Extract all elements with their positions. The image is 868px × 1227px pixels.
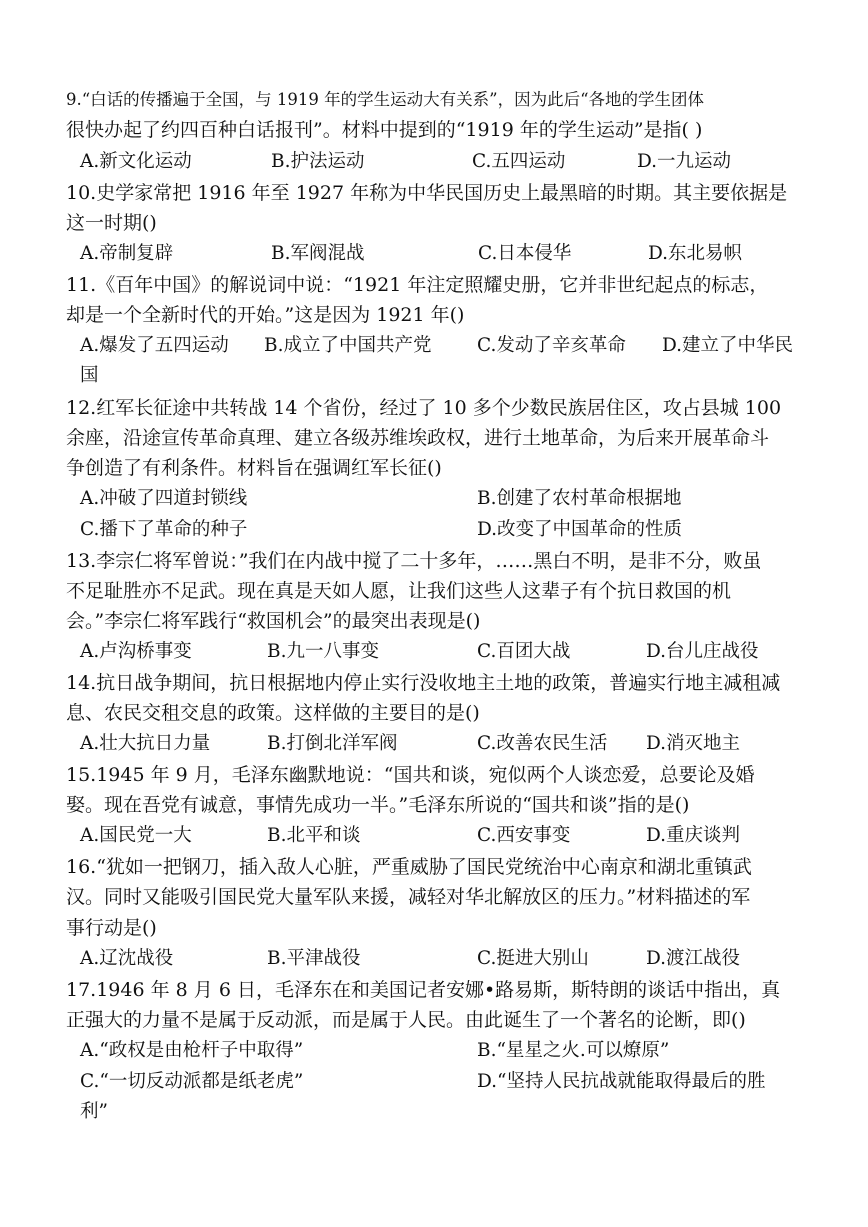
question-16-option-b: B.平津战役 <box>267 948 361 969</box>
question-14-stem-line-1: 14.抗日战争期间，抗日根据地内停止实行没收地主土地的政策，普遍实行地主减租减 <box>66 672 781 694</box>
question-11-option-a: A.爆发了五四运动 <box>80 335 229 356</box>
question-15-stem-line-2: 娶。现在吾党有诚意，事情先成功一半。”毛泽东所说的“国共和谈”指的是() <box>66 794 690 816</box>
question-11-stem-line-2: 却是一个全新时代的开始。”这是因为 1921 年() <box>66 304 465 326</box>
question-17-stem-line-2: 正强大的力量不是属于反动派，而是属于人民。由此诞生了一个著名的论断，即() <box>66 1009 746 1031</box>
question-9-stem-line-2: 很快办起了约四百种白话报刊”。材料中提到的“1919 年的学生运动”是指( ) <box>66 119 703 141</box>
question-11-option-d: D.建立了中华民 <box>662 335 794 356</box>
question-17-option-a: A.“政权是由枪杆子中取得” <box>80 1040 304 1061</box>
question-12-stem-line-1: 12.红军长征途中共转战 14 个省份，经过了 10 多个少数民族居住区，攻占县城 100 <box>66 397 782 419</box>
question-15-option-d: D.重庆谈判 <box>646 825 741 846</box>
question-11-stem-line-1: 11.《百年中国》的解说词中说：“1921 年注定照耀史册，它并非世纪起点的标志， <box>66 274 769 296</box>
question-16-stem-line-3: 事行动是() <box>66 917 157 939</box>
question-10-option-b: B.军阀混战 <box>271 243 365 264</box>
question-11-option-d-continued: 国 <box>80 365 99 386</box>
question-16-option-d: D.渡江战役 <box>646 948 741 969</box>
question-14-option-a: A.壮大抗日力量 <box>80 733 211 754</box>
question-15-stem-line-1: 15.1945 年 9 月，毛泽东幽默地说：“国共和谈，宛似两个人谈恋爱，总要论及婚 <box>66 764 755 786</box>
question-9-option-c: C.五四运动 <box>472 151 566 172</box>
question-16-stem-line-2: 汉。同时又能吸引国民党大量军队来援，减轻对华北解放区的压力。”材料描述的军 <box>66 886 751 908</box>
question-13-stem-line-1: 13.李宗仁将军曾说：”我们在内战中搅了二十多年，……黑白不明，是非不分，败虽 <box>66 550 762 572</box>
question-14-option-d: D.消灭地主 <box>646 733 741 754</box>
question-9-option-d: D.一九运动 <box>637 151 732 172</box>
question-11-option-c: C.发动了辛亥革命 <box>477 335 626 356</box>
question-15-option-c: C.西安事变 <box>477 825 571 846</box>
question-17-option-b: B.“星星之火.可以燎原” <box>477 1040 670 1061</box>
question-13-option-a: A.卢沟桥事变 <box>80 641 192 662</box>
question-10-option-c: C.日本侵华 <box>478 243 572 264</box>
question-16-option-c: C.挺进大别山 <box>477 948 589 969</box>
question-13-stem-line-3: 会。”李宗仁将军践行“救国机会”的最突出表现是() <box>66 610 481 632</box>
question-12-option-b: B.创建了农村革命根据地 <box>477 488 682 509</box>
question-17-option-d-continued: 利” <box>80 1101 108 1122</box>
question-17-stem-line-1: 17.1946 年 8 月 6 日，毛泽东在和美国记者安娜•路易斯，斯特朗的谈话中指出，真 <box>66 979 781 1001</box>
question-13-option-c: C.百团大战 <box>477 641 571 662</box>
question-9-option-b: B.护法运动 <box>271 151 365 172</box>
question-14-option-c: C.改善农民生活 <box>477 733 608 754</box>
question-10-stem-line-1: 10.史学家常把 1916 年至 1927 年称为中华民国历史上最黑暗的时期。其主要依据是 <box>66 182 788 204</box>
question-16-stem-line-1: 16.“犹如一把钢刀，插入敌人心脏，严重威胁了国民党统治中心南京和湖北重镇武 <box>66 856 752 878</box>
question-12-stem-line-3: 争创造了有利条件。材料旨在强调红军长征() <box>66 457 442 479</box>
question-12-option-c: C.播下了革命的种子 <box>80 519 248 540</box>
question-13-option-d: D.台儿庄战役 <box>646 641 759 662</box>
question-9-option-a: A.新文化运动 <box>80 151 192 172</box>
question-12-stem-line-2: 余座，沿途宣传革命真理、建立各级苏维埃政权，进行土地革命，为后来开展革命斗 <box>66 427 770 449</box>
question-10-option-d: D.东北易帜 <box>648 243 743 264</box>
question-17-option-d: D.“坚持人民抗战就能取得最后的胜 <box>477 1071 766 1092</box>
question-15-option-a: A.国民党一大 <box>80 825 192 846</box>
question-14-option-b: B.打倒北洋军阀 <box>267 733 398 754</box>
question-13-option-b: B.九一八事变 <box>267 641 379 662</box>
question-16-option-a: A.辽沈战役 <box>80 948 174 969</box>
question-11-option-b: B.成立了中国共产党 <box>264 335 432 356</box>
question-14-stem-line-2: 息、农民交租交息的政策。这样做的主要目的是() <box>66 702 480 724</box>
question-12-option-a: A.冲破了四道封锁线 <box>80 488 248 509</box>
question-12-option-d: D.改变了中国革命的性质 <box>477 519 683 540</box>
question-15-option-b: B.北平和谈 <box>267 825 361 846</box>
question-10-option-a: A.帝制复辟 <box>80 243 174 264</box>
question-13-stem-line-2: 不足耻胜亦不足武。现在真是天如人愿，让我们这些人这辈子有个抗日救国的机 <box>66 580 732 602</box>
question-9-stem-line-1: 9.“白话的传播遍于全国，与 1919 年的学生运动大有关系”，因为此后“各地的学生团体 <box>66 90 705 109</box>
question-10-stem-line-2: 这一时期() <box>66 212 157 234</box>
question-17-option-c: C.“一切反动派都是纸老虎” <box>80 1071 304 1092</box>
